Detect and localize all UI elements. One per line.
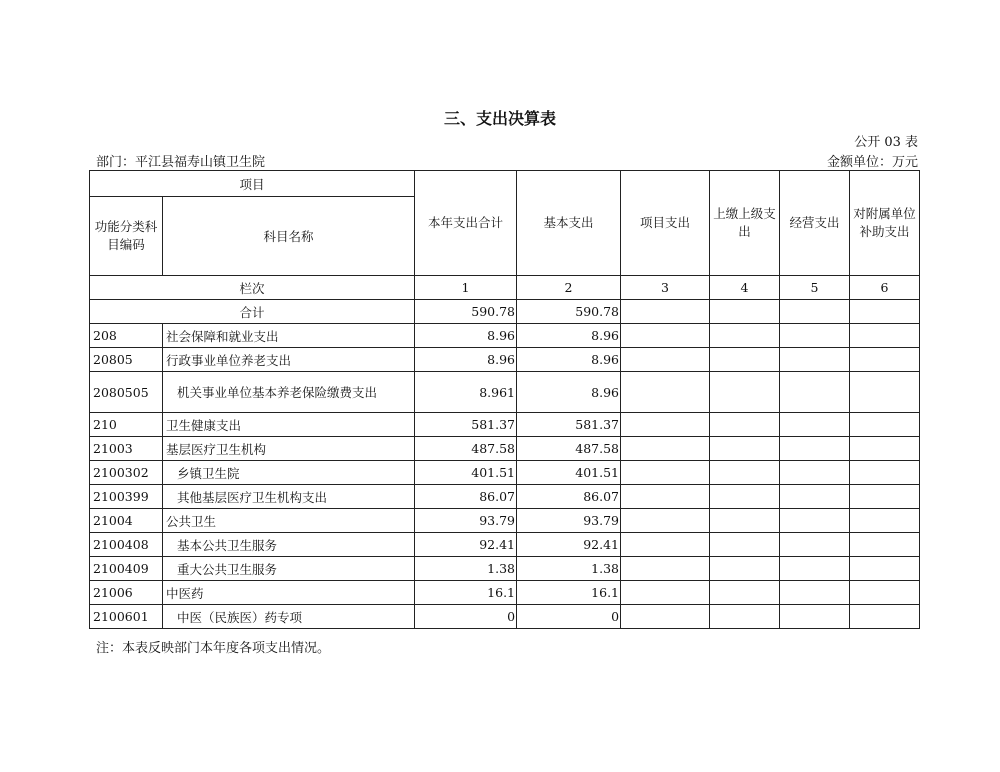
- empty-cell: [710, 437, 780, 461]
- col-num-4: 4: [710, 276, 780, 300]
- header-column-no: 栏次: [90, 276, 415, 300]
- empty-cell: [710, 348, 780, 372]
- empty-cell: [780, 509, 850, 533]
- empty-cell: [710, 533, 780, 557]
- empty-cell: [780, 413, 850, 437]
- empty-cell: [621, 300, 710, 324]
- row-name: 基层医疗卫生机构: [163, 437, 415, 461]
- empty-cell: [780, 437, 850, 461]
- row-name: 机关事业单位基本养老保险缴费支出: [163, 372, 415, 413]
- row-name: 基本公共卫生服务: [163, 533, 415, 557]
- empty-cell: [710, 509, 780, 533]
- empty-cell: [621, 413, 710, 437]
- row-name: 社会保障和就业支出: [163, 324, 415, 348]
- row-code: 2100601: [90, 605, 163, 629]
- header-project: 项目支出: [621, 171, 710, 276]
- empty-cell: [780, 348, 850, 372]
- empty-cell: [710, 413, 780, 437]
- empty-cell: [850, 413, 920, 437]
- empty-cell: [621, 348, 710, 372]
- form-number: 公开 03 表: [854, 135, 918, 150]
- row-code: 2100409: [90, 557, 163, 581]
- row-total: 487.58: [415, 437, 517, 461]
- row-basic: 1.38: [517, 557, 621, 581]
- row-code: 2100408: [90, 533, 163, 557]
- empty-cell: [780, 324, 850, 348]
- table-row: [90, 581, 920, 605]
- header-basic: 基本支出: [517, 171, 621, 276]
- row-name: 卫生健康支出: [163, 413, 415, 437]
- col-num-6: 6: [850, 276, 920, 300]
- row-code: 210: [90, 413, 163, 437]
- empty-cell: [850, 372, 920, 413]
- row-code: 2100302: [90, 461, 163, 485]
- empty-cell: [780, 300, 850, 324]
- empty-cell: [710, 372, 780, 413]
- empty-cell: [621, 605, 710, 629]
- row-name: 中医药: [163, 581, 415, 605]
- sum-basic: 590.78: [517, 300, 621, 324]
- empty-cell: [850, 533, 920, 557]
- empty-cell: [780, 372, 850, 413]
- empty-cell: [621, 581, 710, 605]
- row-total: 8.961: [415, 372, 517, 413]
- col-num-2: 2: [517, 276, 621, 300]
- col-num-3: 3: [621, 276, 710, 300]
- row-code: 21004: [90, 509, 163, 533]
- empty-cell: [710, 605, 780, 629]
- empty-cell: [780, 605, 850, 629]
- row-total: 86.07: [415, 485, 517, 509]
- empty-cell: [621, 324, 710, 348]
- row-name: 其他基层医疗卫生机构支出: [163, 485, 415, 509]
- row-basic: 0: [517, 605, 621, 629]
- empty-cell: [850, 437, 920, 461]
- empty-cell: [850, 605, 920, 629]
- expenditure-table: [89, 170, 920, 629]
- row-basic: 8.96: [517, 324, 621, 348]
- table-row: [90, 509, 920, 533]
- header-func-code: 功能分类科目编码: [90, 197, 163, 276]
- row-basic: 86.07: [517, 485, 621, 509]
- page-title: 三、支出决算表: [443, 109, 556, 128]
- row-name: 行政事业单位养老支出: [163, 348, 415, 372]
- empty-cell: [710, 581, 780, 605]
- row-total: 1.38: [415, 557, 517, 581]
- table-row: [90, 437, 920, 461]
- table-note: 注：本表反映部门本年度各项支出情况。: [96, 641, 331, 656]
- row-code: 20805: [90, 348, 163, 372]
- row-code: 21003: [90, 437, 163, 461]
- empty-cell: [621, 461, 710, 485]
- empty-cell: [621, 437, 710, 461]
- row-code: 2100399: [90, 485, 163, 509]
- table-row: [90, 605, 920, 629]
- row-total: 93.79: [415, 509, 517, 533]
- row-name: 中医（民族医）药专项: [163, 605, 415, 629]
- empty-cell: [710, 485, 780, 509]
- table-row: [90, 413, 920, 437]
- table-row: [90, 348, 920, 372]
- sum-label: 合计: [90, 300, 415, 324]
- row-code: 2080505: [90, 372, 163, 413]
- header-business: 经营支出: [780, 171, 850, 276]
- row-basic: 16.1: [517, 581, 621, 605]
- table-row: [90, 533, 920, 557]
- empty-cell: [850, 509, 920, 533]
- empty-cell: [850, 581, 920, 605]
- table-row: [90, 324, 920, 348]
- row-name: 乡镇卫生院: [163, 461, 415, 485]
- table-row: [90, 485, 920, 509]
- empty-cell: [850, 557, 920, 581]
- table-row: [90, 557, 920, 581]
- empty-cell: [621, 557, 710, 581]
- empty-cell: [621, 485, 710, 509]
- header-subsidy: 对附属单位补助支出: [850, 171, 920, 276]
- department-label: 部门：平江县福寿山镇卫生院: [96, 155, 266, 170]
- unit-label: 金额单位：万元: [826, 155, 918, 170]
- row-code: 208: [90, 324, 163, 348]
- table-row: [90, 372, 920, 413]
- row-basic: 93.79: [517, 509, 621, 533]
- row-basic: 581.37: [517, 413, 621, 437]
- empty-cell: [850, 485, 920, 509]
- row-total: 8.96: [415, 348, 517, 372]
- empty-cell: [621, 372, 710, 413]
- empty-cell: [780, 557, 850, 581]
- row-basic: 8.96: [517, 348, 621, 372]
- empty-cell: [780, 533, 850, 557]
- empty-cell: [780, 461, 850, 485]
- col-num-5: 5: [780, 276, 850, 300]
- row-name: 公共卫生: [163, 509, 415, 533]
- empty-cell: [850, 348, 920, 372]
- row-basic: 92.41: [517, 533, 621, 557]
- header-total: 本年支出合计: [415, 171, 517, 276]
- empty-cell: [621, 533, 710, 557]
- row-total: 92.41: [415, 533, 517, 557]
- empty-cell: [710, 324, 780, 348]
- empty-cell: [710, 461, 780, 485]
- row-total: 401.51: [415, 461, 517, 485]
- empty-cell: [780, 485, 850, 509]
- empty-cell: [850, 300, 920, 324]
- empty-cell: [621, 509, 710, 533]
- row-name: 重大公共卫生服务: [163, 557, 415, 581]
- row-basic: 487.58: [517, 437, 621, 461]
- table-row: [90, 461, 920, 485]
- empty-cell: [850, 461, 920, 485]
- row-total: 581.37: [415, 413, 517, 437]
- row-total: 16.1: [415, 581, 517, 605]
- empty-cell: [850, 324, 920, 348]
- col-num-1: 1: [415, 276, 517, 300]
- row-code: 21006: [90, 581, 163, 605]
- sum-row: [90, 300, 920, 324]
- header-subject-name: 科目名称: [163, 197, 415, 276]
- row-basic: 401.51: [517, 461, 621, 485]
- row-total: 8.96: [415, 324, 517, 348]
- empty-cell: [780, 581, 850, 605]
- row-total: 0: [415, 605, 517, 629]
- header-item: 项目: [90, 171, 415, 197]
- sum-total: 590.78: [415, 300, 517, 324]
- empty-cell: [710, 300, 780, 324]
- row-basic: 8.96: [517, 372, 621, 413]
- empty-cell: [710, 557, 780, 581]
- header-upper: 上缴上级支出: [710, 171, 780, 276]
